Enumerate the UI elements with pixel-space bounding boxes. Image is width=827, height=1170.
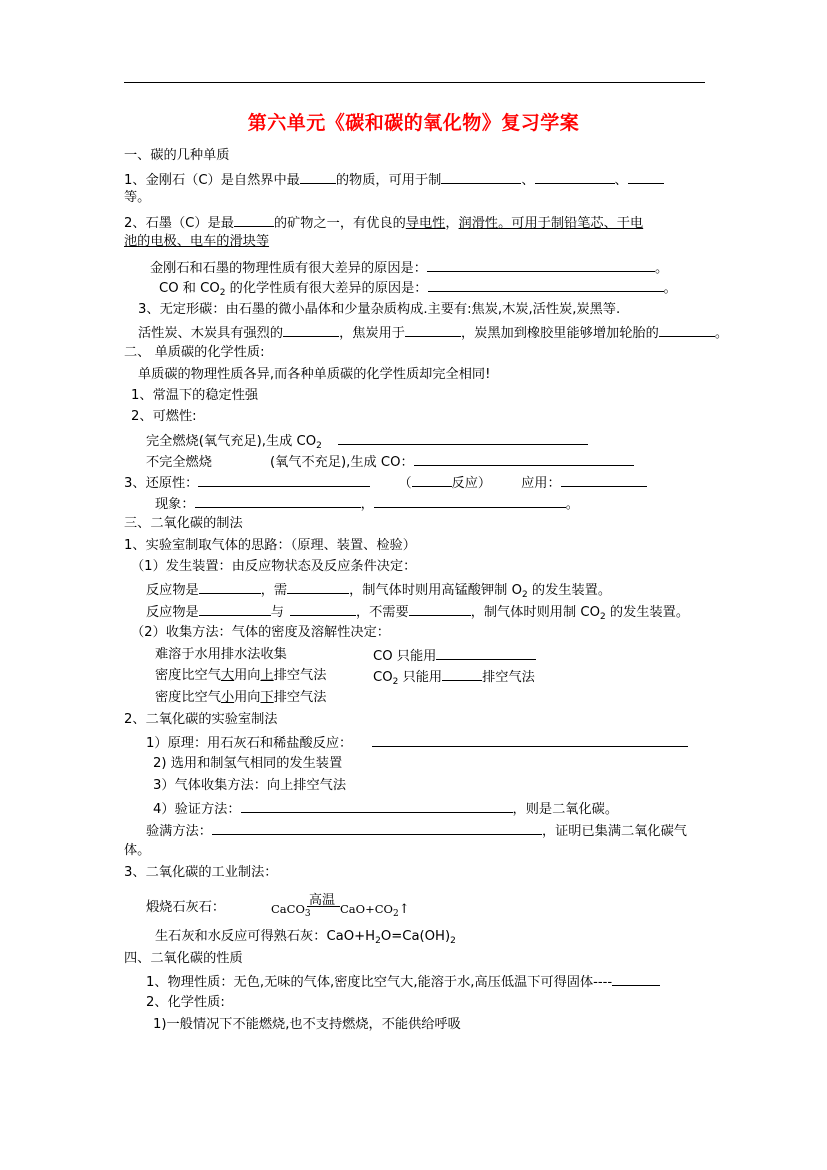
s1-line-6 — [138, 323, 728, 343]
text: 的发生装置。 — [527, 583, 612, 598]
fill-blank[interactable] — [659, 323, 715, 337]
text: 的化学性质有很大差异的原因是： — [225, 281, 428, 296]
reaction-condition: 高温 — [309, 893, 336, 908]
text: ， — [360, 497, 374, 512]
fill-blank[interactable] — [198, 473, 370, 487]
s3-line-5: （2）收集方法：气体的密度及溶解性决定： — [131, 625, 390, 640]
fill-blank[interactable] — [442, 667, 482, 681]
subscript: 3 — [304, 909, 311, 919]
text: 反应物是 — [146, 583, 199, 598]
text: 反应物是 — [146, 605, 199, 620]
s3-line-11: 2) 选用和制氢气相同的发生装置 — [153, 756, 343, 771]
text: 的物质，可用于制 — [335, 173, 442, 188]
fill-blank[interactable] — [199, 580, 261, 594]
text: ，炭黑加到橡胶里能够增加轮胎的 — [461, 326, 659, 341]
text: 、 — [521, 173, 535, 188]
equation-left — [271, 900, 311, 918]
text: 用向 — [234, 668, 261, 683]
text: 1、金刚石（C）是自然界中最 — [124, 173, 300, 188]
fill-blank[interactable] — [441, 170, 521, 184]
fill-blank[interactable] — [212, 821, 542, 835]
underlined-text: 导电性 — [405, 216, 446, 231]
s2-line-1: 单质碳的物理性质各异,而各种单质碳的化学性质却完全相同! — [138, 367, 491, 382]
underlined-text: 。可用于制铅笔芯、干电 — [498, 216, 644, 231]
formula-text: CaO+CO — [340, 902, 393, 916]
s1-line-4 — [159, 278, 677, 298]
fill-blank[interactable] — [535, 170, 615, 184]
text: 4）验证方法： — [153, 802, 241, 817]
text: 验满方法： — [146, 824, 212, 839]
s1-line-1-cont: 等。 — [124, 190, 151, 205]
s2-line-3: 2、可燃性: — [131, 409, 197, 424]
s3-line-2: （1）发生装置：由反应物状态及反应条件决定： — [131, 559, 417, 574]
fill-blank[interactable] — [372, 733, 688, 747]
underlined-text: 上 — [260, 668, 274, 683]
fill-blank[interactable] — [628, 170, 664, 184]
s1-line-2-cont: 池的电极、电车的滑块等 — [124, 234, 270, 249]
text: 排空气法 — [273, 690, 327, 705]
text: ，则是二氧化碳。 — [512, 802, 619, 817]
text: 、 — [614, 173, 628, 188]
text: 1、物理性质：无色,无味的气体,密度比空气大,能溶于水,高压低温下可得固体---- — [146, 975, 613, 990]
fill-blank[interactable] — [338, 431, 588, 445]
section-2-heading: 二、 单质碳的化学性质: — [124, 345, 265, 360]
equation-right — [340, 900, 410, 919]
fill-blank[interactable] — [290, 602, 356, 616]
header-rule — [124, 82, 705, 83]
s3-line-8 — [155, 689, 326, 707]
text: 应用： — [521, 476, 561, 491]
text: ，不需要 — [355, 605, 409, 620]
fill-blank[interactable] — [287, 580, 349, 594]
underlined-text: 大 — [220, 668, 235, 683]
reaction-line — [307, 906, 340, 907]
s3-line-4 — [146, 602, 689, 622]
fill-blank[interactable] — [374, 494, 566, 508]
text: CO 只能用 — [373, 649, 437, 664]
text: 排空气法 — [482, 670, 535, 685]
s2-line-4 — [146, 431, 588, 451]
s4-line-3: 1)一般情况下不能燃烧,也不支持燃烧，不能供给呼吸 — [153, 1017, 461, 1032]
text: 活性炭、木炭具有强烈的 — [138, 326, 284, 341]
s3-line-1: 1、实验室制取气体的思路：（原理、装置、检验） — [124, 538, 416, 553]
underlined-text: 润滑性 — [458, 216, 499, 231]
s3-line-14 — [146, 821, 687, 841]
text: 1）原理：用石灰石和稀盐酸反应： — [146, 736, 353, 751]
text: 3、还原性： — [124, 476, 199, 491]
subscript: 2 — [521, 590, 528, 600]
s3-line-3 — [146, 580, 611, 600]
text: CO — [373, 670, 393, 685]
fill-blank[interactable] — [234, 213, 274, 227]
text: 用向 — [234, 690, 261, 705]
text: 。 — [565, 497, 579, 512]
fill-blank[interactable] — [427, 258, 655, 272]
fill-blank[interactable] — [428, 278, 664, 292]
text: 。 — [663, 281, 677, 296]
subscript: 2 — [316, 441, 322, 451]
text: 2、石墨（C）是最 — [124, 216, 234, 231]
s1-line-1 — [124, 170, 664, 190]
s1-line-2 — [124, 213, 643, 233]
fill-blank[interactable] — [561, 473, 647, 487]
s3-line-6b — [373, 646, 536, 666]
text: 反应） — [451, 476, 492, 491]
text: CO 和 CO — [159, 281, 220, 296]
s3-line-16: 3、二氧化碳的工业制法： — [124, 865, 278, 880]
s3-line-6a: 难溶于水用排水法收集 — [155, 647, 287, 662]
section-1-heading: 一、碳的几种单质 — [124, 148, 230, 163]
s3-line-15: 体。 — [124, 843, 151, 858]
text: ，制气体时则用制 CO — [470, 605, 600, 620]
s3-line-9: 2、二氧化碳的实验室制法 — [124, 712, 278, 727]
subscript: 2 — [375, 936, 381, 946]
fill-blank[interactable] — [414, 452, 634, 466]
fill-blank[interactable] — [412, 473, 452, 487]
formula-text: O=Ca(OH) — [380, 929, 451, 944]
s1-line-3 — [150, 258, 668, 278]
gas-arrow-icon: ↑ — [398, 902, 410, 917]
text: ，焦炭用于 — [339, 326, 405, 341]
text: 生石灰和水反应可得熟石灰： — [155, 929, 327, 944]
s3-line-7a — [155, 667, 326, 685]
fill-blank[interactable] — [436, 646, 536, 660]
text: 排空气法 — [273, 668, 327, 683]
text: ，需 — [260, 583, 288, 598]
s1-line-5: 3、无定形碳：由石墨的微小晶体和少量杂质构成.主要有:焦炭,木炭,活性炭,炭黑等. — [138, 302, 621, 317]
fill-blank[interactable] — [195, 494, 361, 508]
formula-text: CaCO — [271, 902, 305, 916]
subscript: 2 — [599, 612, 606, 622]
subscript: 2 — [219, 288, 226, 298]
text: (氧气不充足),生成 CO： — [269, 455, 414, 470]
subscript: 2 — [392, 677, 399, 687]
s2-line-5 — [146, 452, 634, 472]
text: 。 — [654, 261, 669, 276]
text: 现象： — [155, 497, 195, 512]
text: 完全燃烧(氧气充足),生成 CO — [146, 434, 317, 449]
section-3-heading: 三、二氧化碳的制法 — [124, 516, 243, 531]
text: 的发生装置。 — [605, 605, 690, 620]
text: 的矿物之一，有优良的 — [273, 216, 406, 231]
fill-blank[interactable] — [405, 323, 461, 337]
text: 与 — [270, 605, 284, 620]
underlined-text: 下 — [260, 690, 274, 705]
s2-line-7 — [155, 494, 579, 514]
text: 金刚石和石墨的物理性质有很大差异的原因是： — [150, 261, 427, 276]
fill-blank[interactable] — [409, 602, 471, 616]
s3-line-13 — [153, 799, 618, 819]
text: （ — [398, 476, 412, 491]
fill-blank[interactable] — [283, 323, 339, 337]
text: 。 — [714, 326, 728, 341]
s3-line-18 — [155, 928, 456, 946]
s2-line-2: 1、常温下的稳定性强 — [131, 388, 259, 403]
s3-line-17-label: 煅烧石灰石： — [146, 900, 226, 915]
fill-blank[interactable] — [300, 170, 336, 184]
fill-blank[interactable] — [241, 799, 513, 813]
text: 密度比空气 — [155, 690, 221, 705]
text: ，证明已集满二氧化碳气 — [541, 824, 687, 839]
s2-line-6 — [124, 473, 647, 493]
underlined-text: 小 — [220, 690, 235, 705]
subscript: 2 — [392, 909, 399, 919]
page-title: 第六单元《碳和碳的氧化物》复习学案 — [247, 112, 580, 134]
text: 只能用 — [398, 670, 443, 685]
subscript: 2 — [450, 936, 456, 946]
fill-blank[interactable] — [199, 602, 271, 616]
fill-blank[interactable] — [612, 972, 660, 986]
s4-line-2: 2、化学性质: — [146, 995, 225, 1010]
text: 不完全燃烧 — [146, 455, 212, 470]
s3-line-10 — [146, 733, 688, 753]
text: ， — [445, 216, 459, 231]
section-4-heading: 四、二氧化碳的性质 — [124, 951, 243, 966]
text: 密度比空气 — [155, 668, 221, 683]
s3-line-7b — [373, 667, 535, 687]
formula-text: CaO+H — [326, 929, 376, 944]
text: ，制气体时则用高锰酸钾制 O — [349, 583, 522, 598]
s4-line-1 — [146, 972, 660, 992]
s3-line-12: 3）气体收集方法：向上排空气法 — [153, 778, 347, 793]
